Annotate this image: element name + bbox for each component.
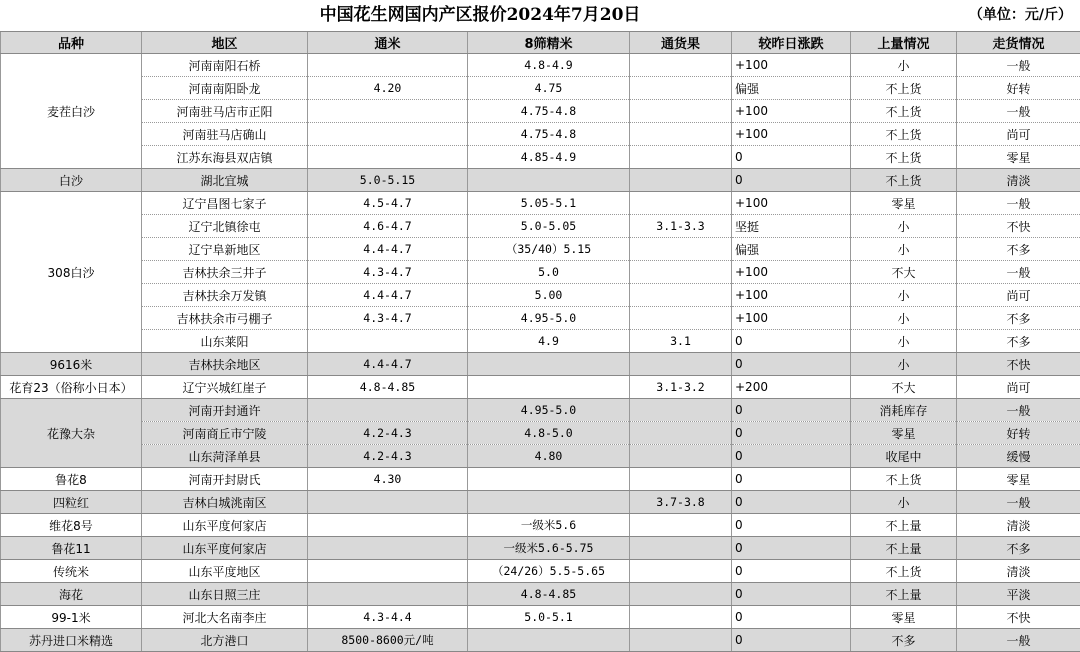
- variety-cell: 苏丹进口米精选: [1, 629, 142, 652]
- table-cell: 5.0: [468, 261, 630, 284]
- table-cell: [468, 629, 630, 652]
- table-cell: 不上货: [851, 100, 957, 123]
- table-cell: 0: [732, 169, 851, 192]
- variety-cell: 麦茬白沙: [1, 54, 142, 169]
- table-cell: 4.30: [308, 468, 468, 491]
- table-cell: （24/26）5.5-5.65: [468, 560, 630, 583]
- table-cell: 一般: [957, 491, 1080, 514]
- table-cell: [630, 261, 732, 284]
- table-cell: +100: [732, 123, 851, 146]
- table-body: [1, 54, 1080, 652]
- table-cell: [630, 514, 732, 537]
- table-cell: 不多: [851, 629, 957, 652]
- table-cell: 4.85-4.9: [468, 146, 630, 169]
- table-cell: 山东平度何家店: [142, 514, 308, 537]
- table-cell: 4.4-4.7: [308, 238, 468, 261]
- table-cell: 河北大名南李庄: [142, 606, 308, 629]
- table-cell: 不大: [851, 261, 957, 284]
- table-cell: 不快: [957, 215, 1080, 238]
- page-title: 中国花生网国内产区报价2024年7月20日: [0, 0, 960, 31]
- table-cell: 小: [851, 238, 957, 261]
- table-cell: 不快: [957, 606, 1080, 629]
- table-cell: 4.2-4.3: [308, 422, 468, 445]
- table-cell: 0: [732, 537, 851, 560]
- table-cell: 尚可: [957, 123, 1080, 146]
- table-cell: 一级米5.6-5.75: [468, 537, 630, 560]
- table-cell: 3.1-3.2: [630, 376, 732, 399]
- table-cell: 4.20: [308, 77, 468, 100]
- table-row: [1, 468, 1080, 491]
- table-cell: 收尾中: [851, 445, 957, 468]
- variety-cell: 四粒红: [1, 491, 142, 514]
- table-cell: [630, 146, 732, 169]
- table-cell: 山东菏泽单县: [142, 445, 308, 468]
- table-cell: 0: [732, 468, 851, 491]
- table-cell: [630, 560, 732, 583]
- table-cell: 一般: [957, 399, 1080, 422]
- table-cell: [630, 353, 732, 376]
- table-cell: 0: [732, 606, 851, 629]
- table-cell: 一般: [957, 629, 1080, 652]
- title-bar: [0, 0, 1080, 32]
- table-cell: 零星: [851, 422, 957, 445]
- table-cell: 5.0-5.05: [468, 215, 630, 238]
- table-cell: 不上量: [851, 514, 957, 537]
- table-cell: 4.5-4.7: [308, 192, 468, 215]
- col-header: 通货果: [630, 32, 732, 54]
- price-table: [0, 32, 1080, 652]
- table-cell: 山东日照三庄: [142, 583, 308, 606]
- table-cell: [630, 445, 732, 468]
- table-cell: 0: [732, 583, 851, 606]
- table-cell: 零星: [851, 192, 957, 215]
- table-cell: 不上货: [851, 560, 957, 583]
- table-cell: [468, 169, 630, 192]
- table-cell: 4.75-4.8: [468, 123, 630, 146]
- table-cell: 4.8-4.85: [468, 583, 630, 606]
- table-cell: 不上货: [851, 169, 957, 192]
- table-cell: [630, 629, 732, 652]
- table-cell: 不快: [957, 353, 1080, 376]
- table-cell: 偏强: [732, 77, 851, 100]
- table-cell: 偏强: [732, 238, 851, 261]
- variety-cell: 99-1米: [1, 606, 142, 629]
- table-cell: 辽宁阜新地区: [142, 238, 308, 261]
- table-cell: 4.8-4.85: [308, 376, 468, 399]
- table-cell: [308, 491, 468, 514]
- table-row: [1, 330, 1080, 353]
- table-cell: 河南南阳卧龙: [142, 77, 308, 100]
- variety-cell: 维花8号: [1, 514, 142, 537]
- table-row: [1, 100, 1080, 123]
- table-cell: 0: [732, 560, 851, 583]
- table-cell: 0: [732, 422, 851, 445]
- table-cell: 4.8-5.0: [468, 422, 630, 445]
- table-row: [1, 261, 1080, 284]
- table-cell: 河南驻马店市正阳: [142, 100, 308, 123]
- table-cell: 吉林扶余地区: [142, 353, 308, 376]
- variety-cell: 花育23（俗称小日本）: [1, 376, 142, 399]
- table-cell: [630, 169, 732, 192]
- table-cell: [308, 560, 468, 583]
- table-cell: 一般: [957, 100, 1080, 123]
- table-cell: 吉林扶余万发镇: [142, 284, 308, 307]
- table-cell: [468, 468, 630, 491]
- table-cell: 小: [851, 330, 957, 353]
- table-cell: 辽宁兴城红崖子: [142, 376, 308, 399]
- table-cell: [468, 353, 630, 376]
- table-row: [1, 238, 1080, 261]
- col-header: 走货情况: [957, 32, 1080, 54]
- table-cell: 4.4-4.7: [308, 353, 468, 376]
- table-cell: 小: [851, 353, 957, 376]
- table-cell: 4.4-4.7: [308, 284, 468, 307]
- col-header: 较昨日涨跌: [732, 32, 851, 54]
- table-row: [1, 399, 1080, 422]
- table-cell: +100: [732, 192, 851, 215]
- table-cell: [468, 376, 630, 399]
- table-cell: 0: [732, 399, 851, 422]
- table-cell: [468, 491, 630, 514]
- table-cell: 4.8-4.9: [468, 54, 630, 77]
- table-cell: （35/40）5.15: [468, 238, 630, 261]
- table-cell: 吉林扶余三井子: [142, 261, 308, 284]
- table-cell: [630, 284, 732, 307]
- table-row: [1, 606, 1080, 629]
- table-cell: 零星: [851, 606, 957, 629]
- table-cell: 江苏东海县双店镇: [142, 146, 308, 169]
- table-cell: 山东平度何家店: [142, 537, 308, 560]
- table-cell: 河南驻马店确山: [142, 123, 308, 146]
- table-cell: [630, 606, 732, 629]
- table-cell: +200: [732, 376, 851, 399]
- table-cell: 一般: [957, 54, 1080, 77]
- table-cell: 辽宁北镇徐屯: [142, 215, 308, 238]
- table-cell: [308, 583, 468, 606]
- table-cell: [308, 514, 468, 537]
- table-cell: 3.1: [630, 330, 732, 353]
- table-row: [1, 583, 1080, 606]
- table-row: [1, 146, 1080, 169]
- table-cell: 尚可: [957, 376, 1080, 399]
- table-cell: 0: [732, 445, 851, 468]
- table-cell: 4.75-4.8: [468, 100, 630, 123]
- table-row: [1, 54, 1080, 77]
- variety-cell: 花豫大杂: [1, 399, 142, 468]
- table-cell: +100: [732, 261, 851, 284]
- col-header: 上量情况: [851, 32, 957, 54]
- table-cell: 小: [851, 215, 957, 238]
- table-cell: 尚可: [957, 284, 1080, 307]
- table-cell: 3.7-3.8: [630, 491, 732, 514]
- table-cell: 吉林扶余市弓棚子: [142, 307, 308, 330]
- table-cell: 清淡: [957, 514, 1080, 537]
- table-row: [1, 353, 1080, 376]
- table-cell: 5.0-5.15: [308, 169, 468, 192]
- table-row: [1, 445, 1080, 468]
- table-cell: 不多: [957, 330, 1080, 353]
- table-cell: 不多: [957, 307, 1080, 330]
- table-row: [1, 491, 1080, 514]
- table-cell: 5.05-5.1: [468, 192, 630, 215]
- table-cell: [308, 100, 468, 123]
- table-cell: 4.9: [468, 330, 630, 353]
- table-cell: 4.2-4.3: [308, 445, 468, 468]
- header-row: [1, 32, 1080, 54]
- table-cell: 3.1-3.3: [630, 215, 732, 238]
- col-header: 品种: [1, 32, 142, 54]
- table-cell: 0: [732, 514, 851, 537]
- table-cell: 一级米5.6: [468, 514, 630, 537]
- table-cell: 一般: [957, 192, 1080, 215]
- table-cell: 坚挺: [732, 215, 851, 238]
- table-row: [1, 629, 1080, 652]
- table-cell: 不上货: [851, 77, 957, 100]
- table-cell: 好转: [957, 77, 1080, 100]
- table-cell: [630, 238, 732, 261]
- table-cell: 清淡: [957, 560, 1080, 583]
- table-cell: [308, 54, 468, 77]
- table-cell: 不上量: [851, 583, 957, 606]
- table-cell: [630, 54, 732, 77]
- table-cell: 零星: [957, 468, 1080, 491]
- table-cell: +100: [732, 54, 851, 77]
- variety-cell: 白沙: [1, 169, 142, 192]
- col-header: 地区: [142, 32, 308, 54]
- table-cell: 4.3-4.7: [308, 307, 468, 330]
- table-cell: 小: [851, 54, 957, 77]
- table-cell: [630, 192, 732, 215]
- variety-cell: 传统米: [1, 560, 142, 583]
- table-cell: 辽宁昌图七家子: [142, 192, 308, 215]
- table-cell: 4.80: [468, 445, 630, 468]
- table-cell: 一般: [957, 261, 1080, 284]
- table-cell: [308, 123, 468, 146]
- table-row: [1, 537, 1080, 560]
- table-cell: 不多: [957, 238, 1080, 261]
- table-cell: 零星: [957, 146, 1080, 169]
- table-cell: 5.00: [468, 284, 630, 307]
- table-cell: 不上货: [851, 468, 957, 491]
- table-cell: [630, 77, 732, 100]
- table-cell: 4.3-4.4: [308, 606, 468, 629]
- table-cell: [630, 307, 732, 330]
- table-cell: 河南南阳石桥: [142, 54, 308, 77]
- table-cell: +100: [732, 284, 851, 307]
- table-row: [1, 123, 1080, 146]
- table-row: [1, 422, 1080, 445]
- col-header: 通米: [308, 32, 468, 54]
- table-cell: 消耗库存: [851, 399, 957, 422]
- table-cell: 河南开封尉氏: [142, 468, 308, 491]
- variety-cell: 鲁花8: [1, 468, 142, 491]
- table-cell: 北方港口: [142, 629, 308, 652]
- table-cell: 河南商丘市宁陵: [142, 422, 308, 445]
- table-cell: 4.95-5.0: [468, 307, 630, 330]
- table-cell: [308, 399, 468, 422]
- table-cell: 小: [851, 491, 957, 514]
- variety-cell: 9616米: [1, 353, 142, 376]
- table-cell: 0: [732, 146, 851, 169]
- table-cell: 0: [732, 629, 851, 652]
- table-cell: 好转: [957, 422, 1080, 445]
- table-cell: [630, 537, 732, 560]
- table-cell: 4.6-4.7: [308, 215, 468, 238]
- col-header: 8筛精米: [468, 32, 630, 54]
- table-row: [1, 560, 1080, 583]
- table-cell: 河南开封通许: [142, 399, 308, 422]
- table-cell: 0: [732, 491, 851, 514]
- table-row: [1, 192, 1080, 215]
- variety-cell: 海花: [1, 583, 142, 606]
- variety-cell: 鲁花11: [1, 537, 142, 560]
- table-cell: 清淡: [957, 169, 1080, 192]
- table-row: [1, 376, 1080, 399]
- table-cell: 小: [851, 307, 957, 330]
- table-cell: 不上货: [851, 146, 957, 169]
- unit-label: （单位：元/斤）: [969, 0, 1072, 31]
- variety-cell: 308白沙: [1, 192, 142, 353]
- table-row: [1, 215, 1080, 238]
- table-cell: +100: [732, 100, 851, 123]
- table-cell: 山东莱阳: [142, 330, 308, 353]
- table-cell: 0: [732, 353, 851, 376]
- table-cell: 山东平度地区: [142, 560, 308, 583]
- table-cell: 4.3-4.7: [308, 261, 468, 284]
- table-cell: [308, 330, 468, 353]
- table-cell: 不上量: [851, 537, 957, 560]
- table-cell: [308, 146, 468, 169]
- table-cell: 缓慢: [957, 445, 1080, 468]
- table-cell: +100: [732, 307, 851, 330]
- table-cell: 小: [851, 284, 957, 307]
- table-cell: 4.95-5.0: [468, 399, 630, 422]
- table-cell: 湖北宜城: [142, 169, 308, 192]
- table-cell: [630, 100, 732, 123]
- table-row: [1, 169, 1080, 192]
- table-cell: 不上货: [851, 123, 957, 146]
- table-cell: 8500-8600元/吨: [308, 629, 468, 652]
- table-cell: [630, 123, 732, 146]
- table-row: [1, 77, 1080, 100]
- table-row: [1, 307, 1080, 330]
- table-cell: [308, 537, 468, 560]
- table-cell: 不大: [851, 376, 957, 399]
- table-cell: [630, 583, 732, 606]
- table-cell: 不多: [957, 537, 1080, 560]
- table-cell: 吉林白城洮南区: [142, 491, 308, 514]
- table-cell: [630, 422, 732, 445]
- table-row: [1, 514, 1080, 537]
- table-cell: 4.75: [468, 77, 630, 100]
- table-cell: [630, 399, 732, 422]
- table-cell: 平淡: [957, 583, 1080, 606]
- table-row: [1, 284, 1080, 307]
- table-cell: [630, 468, 732, 491]
- table-cell: 5.0-5.1: [468, 606, 630, 629]
- table-cell: 0: [732, 330, 851, 353]
